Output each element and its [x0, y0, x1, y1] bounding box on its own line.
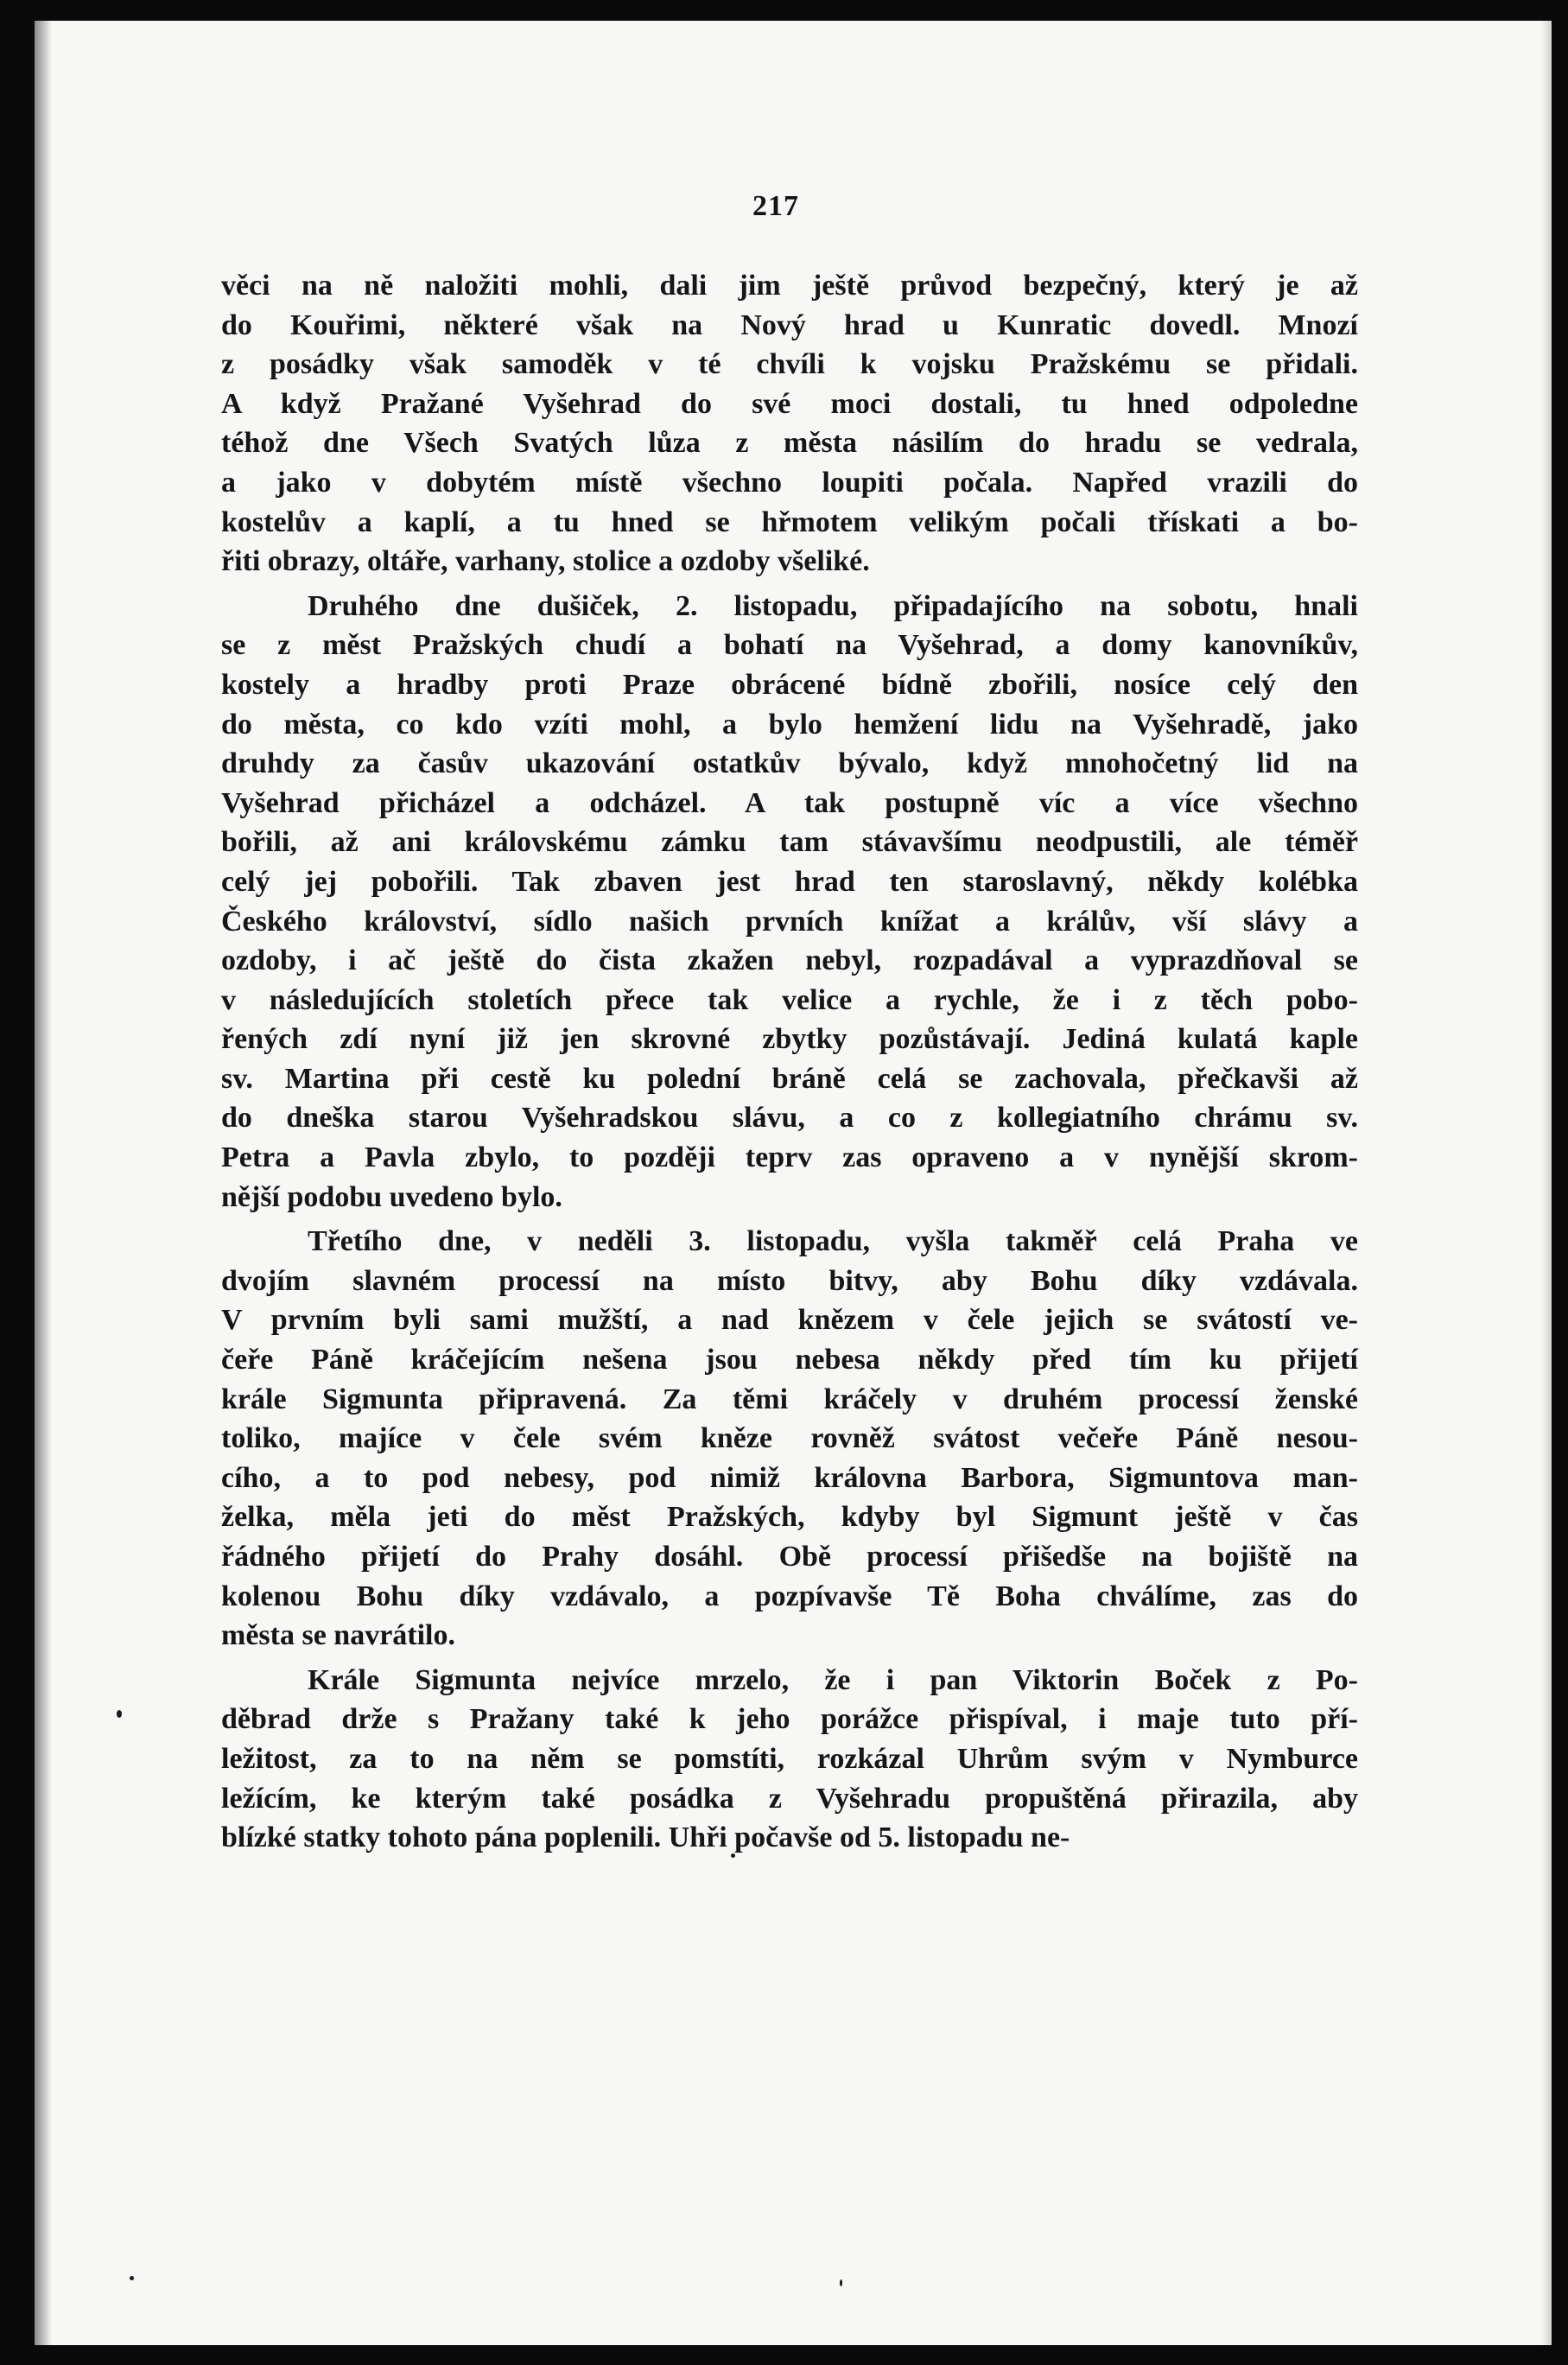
text-line: řiti obrazy, oltáře, varhany, stolice a ozdoby všeliké. [221, 545, 870, 578]
paragraph [221, 1661, 1358, 1858]
text-line: věci na ně naložiti mohli, dali jim ještě průvod bezpečný, který je až [221, 270, 1358, 302]
text-line: kostely a hradby proti Praze obrácené bídně zbořili, nosíce celý den [221, 668, 1358, 701]
text-line: želka, měla jeti do měst Pražských, kdyby byl Sigmunt ještě v čas [221, 1501, 1358, 1534]
text-line: Třetího dne, v neděli 3. listopadu, vyšla takměř celá Praha ve [308, 1225, 1358, 1258]
text-line: ozdoby, i ač ještě do čista zkažen nebyl, rozpadával a vyprazdňoval se [221, 944, 1358, 977]
paragraph [221, 266, 1358, 582]
text-line: kostelův a kaplí, a tu hned se hřmotem velikým počali třískati a bo- [221, 505, 1358, 538]
text-line: řádného přijetí do Prahy dosáhl. Obě processí přišedše na bojiště na [221, 1541, 1358, 1573]
text-line: téhož dne Všech Svatých lůza z města násilím do hradu se vedrala, [221, 427, 1358, 460]
paper-sheet [35, 21, 1552, 2345]
text-line: bořili, až ani královskému zámku tam stávavšímu neodpustili, ale téměř [221, 826, 1358, 859]
text-line: do dneška starou Vyšehradskou slávu, a co z kollegiatního chrámu sv. [221, 1102, 1358, 1135]
text-line: z posádky však samoděk v té chvíli k vojsku Pražskému se přidali. [221, 348, 1358, 381]
text-line: v následujících stoletích přece tak velice a rychle, že i z těch pobo- [221, 983, 1358, 1016]
text-line: nější podobu uvedeno bylo. [221, 1180, 562, 1213]
paragraph [221, 1222, 1358, 1656]
text-line: Petra a Pavla zbylo, to později teprv zas opraveno a v nynější skrom- [221, 1141, 1358, 1174]
binding-gutter-shadow [35, 21, 52, 2345]
text-line: děbrad drže s Pražany také k jeho porážce přispíval, i maje tuto pří- [221, 1703, 1358, 1736]
text-line: druhdy za časův ukazování ostatkův bývalo, když mnohočetný lid na [221, 747, 1358, 780]
text-line: řených zdí nyní již jen skrovné zbytky pozůstávají. Jediná kulatá kaple [221, 1023, 1358, 1056]
text-line: toliko, majíce v čele svém kněze rovněž svátost večeře Páně nesou- [221, 1422, 1358, 1455]
text-line: Českého království, sídlo našich prvních knížat a králův, vší slávy a [221, 905, 1358, 938]
page-number: 217 [752, 190, 799, 222]
text-line: města se navrátilo. [221, 1619, 456, 1652]
text-line: ležícím, ke kterým také posádka z Vyšehradu propuštěná přirazila, aby [221, 1782, 1358, 1815]
paragraph [221, 587, 1358, 1217]
text-line: A když Pražané Vyšehrad do své moci dostali, tu hned odpoledne [221, 387, 1358, 420]
text-line: dvojím slavném processí na místo bitvy, aby Bohu díky vzdávala. [221, 1264, 1358, 1297]
text-line: Druhého dne dušiček, 2. listopadu, připadajícího na sobotu, hnali [308, 589, 1358, 622]
body-text [221, 266, 1358, 1863]
text-line: celý jej pobořili. Tak zbaven jest hrad ten staroslavný, někdy kolébka [221, 865, 1358, 898]
text-line: blízké statky tohoto pána poplenili. Uhři počavše od 5. listopadu ne- [221, 1821, 1070, 1854]
text-line: se z měst Pražských chudí a bohatí na Vyšehrad, a domy kanovníkův, [221, 629, 1358, 662]
text-line: Vyšehrad přicházel a odcházel. A tak postupně víc a více všechno [221, 786, 1358, 819]
text-line: sv. Martina při cestě ku polední bráně celá se zachovala, přečkavši až [221, 1062, 1358, 1095]
text-line: a jako v dobytém místě všechno loupiti počala. Napřed vrazili do [221, 466, 1358, 499]
text-line: cího, a to pod nebesy, pod nimiž královna Barbora, Sigmuntova man- [221, 1461, 1358, 1494]
text-line: V prvním byli sami mužští, a nad knězem v čele jejich se svátostí ve- [221, 1304, 1358, 1337]
text-line: ležitost, za to na něm se pomstíti, rozkázal Uhrům svým v Nymburce [221, 1742, 1358, 1775]
text-line: kolenou Bohu díky vzdávalo, a pozpívavše Tě Boha chválíme, zas do [221, 1580, 1358, 1612]
text-line: do města, co kdo vzíti mohl, a bylo hemžení lidu na Vyšehradě, jako [221, 708, 1358, 741]
text-line: čeře Páně kráčejícím nešena jsou nebesa někdy před tím ku přijetí [221, 1344, 1358, 1376]
page-edge-shadow [1541, 21, 1552, 2345]
text-line: do Kouřimi, některé však na Nový hrad u Kunratic dovedl. Mnozí [221, 308, 1358, 341]
text-line: krále Sigmunta připravená. Za těmi kráčely v druhém processí ženské [221, 1383, 1358, 1415]
text-line: Krále Sigmunta nejvíce mrzelo, že i pan Viktorin Boček z Po- [308, 1663, 1358, 1696]
